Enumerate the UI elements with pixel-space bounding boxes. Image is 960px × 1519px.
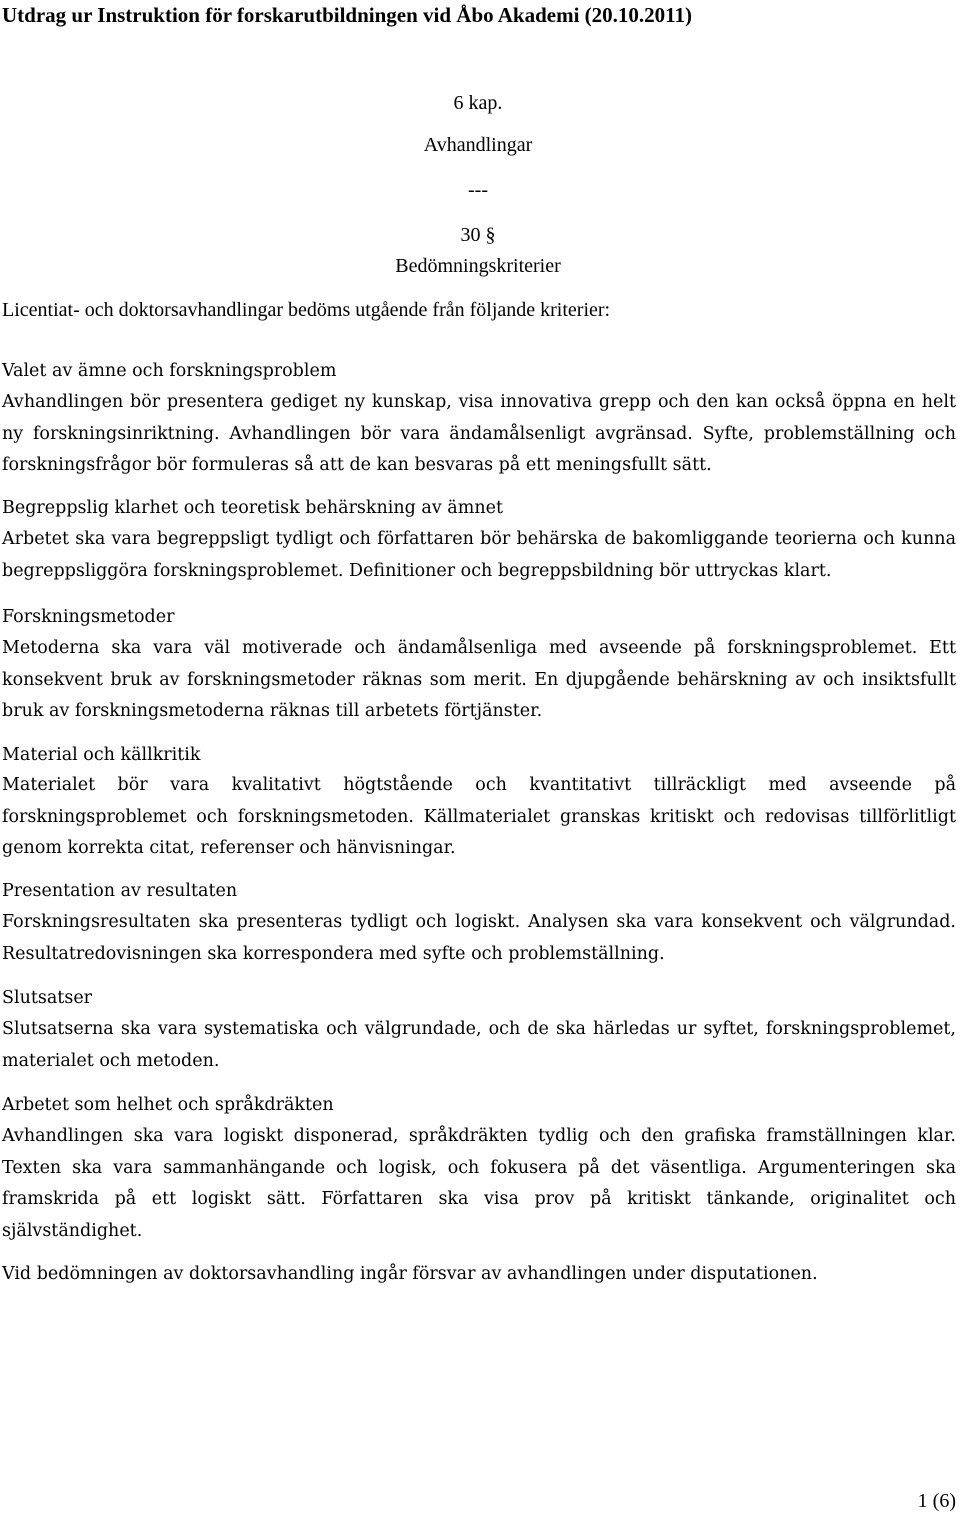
section-title: Presentation av resultaten (2, 881, 238, 901)
section-title: Valet av ämne och forskningsproblem (2, 361, 337, 381)
closing-paragraph: Vid bedömningen av doktorsavhandling ingår försvar av avhandlingen under disputationen. (2, 1264, 818, 1284)
intro-text: Licentiat- och doktorsavhandlingar bedöms utgående från följande kriterier: (2, 299, 611, 321)
section-title: Arbetet som helhet och språkdräkten (2, 1095, 334, 1115)
paragraph-number: 30 § (460, 224, 496, 246)
chapter-number: 6 kap. (453, 92, 503, 114)
section-body: Avhandlingen bör presentera gediget ny kunskap, visa innovativa grepp och den kan också öppna en helt ny forskningsinriktning. Avhandlingen bör vara ändamålsenligt avgränsad. Syfte, problemställning och forskningsfrågor bör formuleras så att de kan besvaras på ett meningsfullt sätt. (2, 392, 956, 475)
paragraph-title: Bedömningskriterier (395, 255, 561, 277)
section-body: Avhandlingen ska vara logiskt disponerad, språkdräkten tydlig och den grafiska framställningen klar. Texten ska vara sammanhängande och logisk, och fokusera på det väsentliga. Argumenteringen ska framskrida på ett logiskt sätt. Författaren ska visa prov på kritiskt tänkande, originalitet och självständighet. (2, 1126, 956, 1241)
section-body: Arbetet ska vara begreppsligt tydligt och författaren bör behärska de bakomliggande teorierna och kunna begreppsliggöra forskningsproblemet. Definitioner och begreppsbildning bör uttryckas klart. (2, 529, 956, 581)
document-header-title: Utdrag ur Instruktion för forskarutbildningen vid Åbo Akademi (20.10.2011) (2, 3, 692, 27)
section-title: Forskningsmetoder (2, 607, 175, 627)
section-body: Metoderna ska vara väl motiverade och ändamålsenliga med avseende på forskningsproblemet. Ett konsekvent bruk av forskningsmetoder räknas som merit. En djupgående behärskning av och insiktsfullt bruk av forskningsmetoderna räknas till arbetets förtjänster. (2, 638, 956, 721)
page-number: 1 (6) (917, 1490, 956, 1512)
section-title: Slutsatser (2, 988, 93, 1008)
section-title: Begreppslig klarhet och teoretisk behärskning av ämnet (2, 498, 503, 518)
section-body: Slutsatserna ska vara systematiska och välgrundade, och de ska härledas ur syftet, forskningsproblemet, materialet och metoden. (2, 1019, 956, 1071)
chapter-title: Avhandlingar (423, 134, 533, 156)
section-body: Materialet bör vara kvalitativt högtstående och kvantitativt tillräckligt med avseende på forskningsproblemet och forskningsmetoden. Källmaterialet granskas kritiskt och redovisas tillförlitligt genom korrekta citat, referenser och hänvisningar. (2, 775, 956, 858)
chapter-separator: --- (468, 179, 488, 201)
section-body: Forskningsresultaten ska presenteras tydligt och logiskt. Analysen ska vara konsekvent och välgrundad. Resultatredovisningen ska korrespondera med syfte och problemställning. (2, 912, 956, 964)
section-title: Material och källkritik (2, 745, 201, 765)
